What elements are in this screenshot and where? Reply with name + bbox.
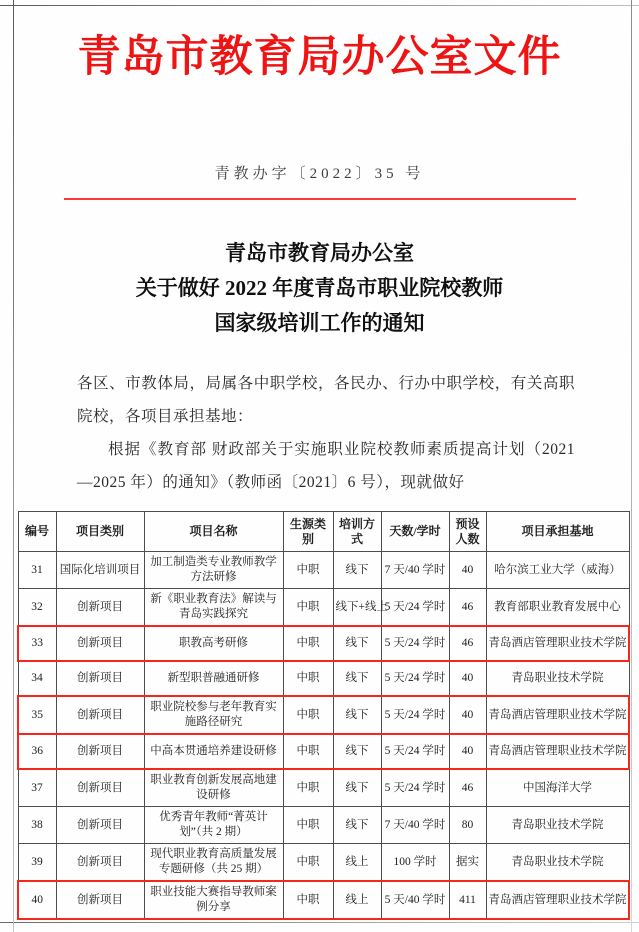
column-header-duration: 天数/学时 [381,512,449,552]
cell-base: 青岛酒店管理职业技术学院 [486,734,629,769]
cell-source: 中职 [283,769,333,807]
notice-body [77,367,575,499]
cell-mode: 线上 [333,844,381,882]
table-header-row [18,512,629,552]
cell-category: 创新项目 [56,734,144,769]
cell-mode: 线下+线上 [333,589,381,627]
column-header-category: 项目类别 [56,512,144,552]
cell-base: 青岛职业技术学院 [486,661,629,696]
document-number: 青教办字〔2022〕35 号 [214,166,425,182]
cell-base: 教育部职业教育发展中心 [486,589,629,627]
cell-base: 哈尔滨工业大学（威海） [486,552,629,589]
cell-duration: 5 天/40 学时 [381,881,449,919]
notice-title [0,236,639,341]
cell-duration: 100 学时 [381,844,449,882]
cell-quota: 40 [449,661,486,696]
cell-mode: 线下 [333,769,381,807]
cell-id: 31 [18,552,56,589]
cell-id: 38 [18,807,56,844]
cell-quota: 40 [449,696,486,734]
cell-source: 中职 [283,661,333,696]
column-header-id: 编号 [18,512,56,552]
cell-category: 创新项目 [56,626,144,661]
table-row [18,769,629,807]
cell-duration: 7 天/40 学时 [381,807,449,844]
cell-id: 34 [18,661,56,696]
notice-title-line-1: 青岛市教育局办公室 [225,241,414,265]
cell-id: 33 [18,626,56,661]
column-header-base: 项目承担基地 [486,512,629,552]
cell-source: 中职 [283,734,333,769]
cell-id: 36 [18,734,56,769]
table-row-highlighted [18,881,629,919]
cell-quota: 40 [449,552,486,589]
cell-category: 创新项目 [56,807,144,844]
cell-source: 中职 [283,807,333,844]
red-divider-line [64,198,576,200]
table-row [18,661,629,696]
cell-name: 新《职业教育法》解读与青岛实践探究 [144,589,283,627]
cell-source: 中职 [283,626,333,661]
cell-duration: 5 天/24 学时 [381,626,449,661]
cell-category: 创新项目 [56,769,144,807]
notice-title-line-2: 关于做好 2022 年度青岛市职业院校教师 [135,276,504,300]
column-header-mode: 培训方式 [333,512,381,552]
column-header-source: 生源类别 [283,512,333,552]
cell-id: 37 [18,769,56,807]
column-header-name: 项目名称 [144,512,283,552]
letterhead-title: 青岛市教育局办公室文件 [77,34,562,81]
cell-base: 青岛职业技术学院 [486,844,629,882]
cell-quota: 411 [449,881,486,919]
cell-name: 职业技能大赛指导教师案例分享 [144,881,283,919]
training-projects-table [17,511,630,920]
cell-mode: 线下 [333,734,381,769]
cell-mode: 线下 [333,626,381,661]
cell-mode: 线下 [333,696,381,734]
cell-category: 创新项目 [56,589,144,627]
cell-source: 中职 [283,844,333,882]
column-header-quota: 预设人数 [449,512,486,552]
cell-mode: 线上 [333,881,381,919]
table-row-highlighted [18,734,629,769]
cell-duration: 5 天/24 学时 [381,696,449,734]
cell-source: 中职 [283,881,333,919]
cell-quota: 46 [449,589,486,627]
cell-name: 优秀青年教师“菁英计划”（共 2 期） [144,807,283,844]
table-body [18,552,629,920]
cell-name: 职教高考研修 [144,626,283,661]
cell-duration: 5 天/24 学时 [381,589,449,627]
cell-quota: 46 [449,626,486,661]
cell-base: 青岛酒店管理职业技术学院 [486,626,629,661]
cell-quota: 80 [449,807,486,844]
cell-base: 青岛酒店管理职业技术学院 [486,696,629,734]
cell-id: 40 [18,881,56,919]
salutation-paragraph: 各区、市教体局，局属各中职学校，各民办、行办中职学校，有关高职院校，各项目承担基地： [77,375,575,425]
cell-id: 39 [18,844,56,882]
cell-base: 青岛职业技术学院 [486,807,629,844]
cell-mode: 线下 [333,552,381,589]
cell-quota: 46 [449,769,486,807]
cell-duration: 5 天/24 学时 [381,734,449,769]
cell-duration: 7 天/40 学时 [381,552,449,589]
page-frame-bottom [0,922,639,923]
cell-category: 创新项目 [56,844,144,882]
cell-source: 中职 [283,589,333,627]
cell-quota: 据实 [449,844,486,882]
cell-name: 现代职业教育高质量发展专题研修（共 25 期） [144,844,283,882]
cell-name: 中高本贯通培养建设研修 [144,734,283,769]
cell-name: 新型职普融通研修 [144,661,283,696]
cell-category: 创新项目 [56,881,144,919]
cell-name: 职业教育创新发展高地建设研修 [144,769,283,807]
table-row [18,807,629,844]
cell-base: 青岛酒店管理职业技术学院 [486,881,629,919]
cell-quota: 40 [449,734,486,769]
cell-base: 中国海洋大学 [486,769,629,807]
table-row [18,589,629,627]
table-header [18,512,629,552]
cell-category: 国际化培训项目 [56,552,144,589]
table-row [18,552,629,589]
cell-category: 创新项目 [56,696,144,734]
cell-id: 35 [18,696,56,734]
cell-duration: 5 天/24 学时 [381,661,449,696]
cell-id: 32 [18,589,56,627]
cell-category: 创新项目 [56,661,144,696]
cell-source: 中职 [283,552,333,589]
cell-duration: 5 天/24 学时 [381,769,449,807]
cell-mode: 线下 [333,661,381,696]
table-row-highlighted [18,696,629,734]
notice-title-line-3: 国家级培训工作的通知 [214,311,425,335]
table-row [18,844,629,882]
cell-source: 中职 [283,696,333,734]
table-row-highlighted [18,626,629,661]
basis-paragraph: 根据《教育部 财政部关于实施职业院校教师素质提高计划（2021—2025 年）的通知》（教师函〔2021〕6 号），现就做好 [77,441,575,491]
cell-mode: 线下 [333,807,381,844]
cell-name: 职业院校参与老年教育实施路径研究 [144,696,283,734]
cell-name: 加工制造类专业教师教学方法研修 [144,552,283,589]
